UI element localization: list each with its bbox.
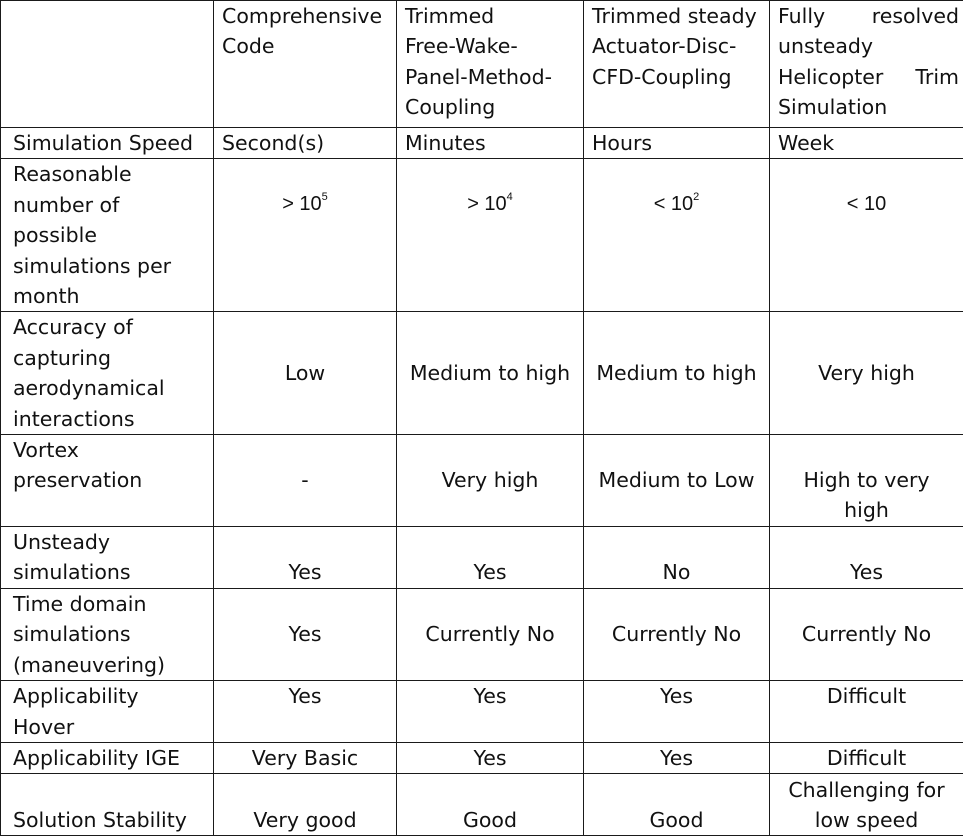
row-simulations-per-month (1, 159, 963, 312)
row-vortex-preservation (1, 435, 963, 527)
cell: Yes (770, 527, 963, 589)
header-free-wake-panel (397, 1, 584, 128)
value-line: Challenging for (774, 775, 959, 805)
header-word: resolved (872, 1, 959, 31)
header-fully-resolved (770, 1, 963, 128)
cell: Second(s) (214, 128, 397, 159)
cell: Hours (584, 128, 770, 159)
header-line: Simulation (778, 92, 959, 122)
header-word: Fully (778, 1, 825, 31)
header-line: Free-Wake- (405, 31, 579, 61)
header-line: Trimmed steady (592, 1, 765, 31)
row-label: Applicability IGE (1, 742, 214, 773)
cell: Very Basic (214, 742, 397, 773)
cell: No (584, 527, 770, 589)
cell: - (214, 435, 397, 527)
row-label (1, 159, 214, 312)
header-actuator-disc-cfd (584, 1, 770, 128)
label-line: aerodynamical (13, 373, 209, 403)
row-simulation-speed (1, 128, 963, 159)
cell (770, 774, 963, 836)
cell: Currently No (397, 588, 584, 680)
header-line: Code (222, 31, 392, 61)
row-label: Simulation Speed (1, 128, 214, 159)
label-line: number of (13, 190, 209, 220)
label-line: possible (13, 220, 209, 250)
cell (584, 159, 770, 312)
cell: Yes (397, 527, 584, 589)
value-text: > 10 (467, 193, 506, 215)
cell: Yes (584, 681, 770, 743)
cell: Yes (584, 742, 770, 773)
label-line: Time domain (13, 589, 209, 619)
cell: Low (214, 312, 397, 435)
header-comprehensive-code (214, 1, 397, 128)
row-label (1, 681, 214, 743)
header-line: unsteady (778, 31, 959, 61)
label-line: interactions (13, 404, 209, 434)
cell: Medium to high (584, 312, 770, 435)
label-line: Accuracy of (13, 312, 209, 342)
label-line: Vortex (13, 435, 209, 465)
value-exponent: 2 (693, 191, 699, 203)
cell: Medium to high (397, 312, 584, 435)
header-empty-cell (1, 1, 214, 128)
row-label (1, 312, 214, 435)
header-line (778, 62, 959, 92)
header-line: Panel-Method- (405, 62, 579, 92)
label-line: month (13, 281, 209, 311)
value-text: > 10 (282, 193, 321, 215)
cell: Medium to Low (584, 435, 770, 527)
header-word: Helicopter (778, 62, 883, 92)
row-applicability-hover (1, 681, 963, 743)
row-accuracy (1, 312, 963, 435)
row-applicability-ige (1, 742, 963, 773)
header-line: CFD-Coupling (592, 62, 765, 92)
row-label: Solution Stability (1, 774, 214, 836)
label-line: (maneuvering) (13, 650, 209, 680)
header-line (778, 1, 959, 31)
header-word: Trim (915, 62, 959, 92)
cell: Currently No (584, 588, 770, 680)
header-line: Actuator-Disc- (592, 31, 765, 61)
header-line: Trimmed (405, 1, 579, 31)
label-line: Unsteady (13, 527, 209, 557)
cell: Good (584, 774, 770, 836)
cell: Difficult (770, 742, 963, 773)
row-unsteady-simulations (1, 527, 963, 589)
row-label (1, 435, 214, 527)
cell: Very high (397, 435, 584, 527)
row-solution-stability (1, 774, 963, 836)
cell (397, 159, 584, 312)
label-line: simulations per (13, 251, 209, 281)
cell: Week (770, 128, 963, 159)
cell (770, 159, 963, 312)
cell: Yes (397, 681, 584, 743)
value-line: low speed (774, 805, 959, 835)
cell: Yes (214, 681, 397, 743)
value-text: < 10 (654, 193, 693, 215)
label-line: preservation (13, 465, 209, 495)
value-line: High to very (774, 465, 959, 495)
row-label (1, 588, 214, 680)
cell: Difficult (770, 681, 963, 743)
value-line: high (774, 495, 959, 525)
value-exponent: 4 (507, 191, 513, 203)
cell (214, 159, 397, 312)
header-line: Coupling (405, 92, 579, 122)
label-line: Hover (13, 712, 209, 742)
cell: Yes (214, 527, 397, 589)
label-line: Reasonable (13, 159, 209, 189)
cell: Yes (397, 742, 584, 773)
label-line: Applicability (13, 681, 209, 711)
label-line: simulations (13, 619, 209, 649)
cell: Currently No (770, 588, 963, 680)
value-exponent: 5 (322, 191, 328, 203)
header-row (1, 1, 963, 128)
cell: Very good (214, 774, 397, 836)
row-label (1, 527, 214, 589)
label-line: capturing (13, 343, 209, 373)
value-text: < 10 (847, 193, 886, 215)
header-line: Comprehensive (222, 1, 392, 31)
cell: Very high (770, 312, 963, 435)
cell: Yes (214, 588, 397, 680)
cell: Minutes (397, 128, 584, 159)
cell: Good (397, 774, 584, 836)
cell (770, 435, 963, 527)
row-time-domain-simulations (1, 588, 963, 680)
label-line: simulations (13, 557, 209, 587)
